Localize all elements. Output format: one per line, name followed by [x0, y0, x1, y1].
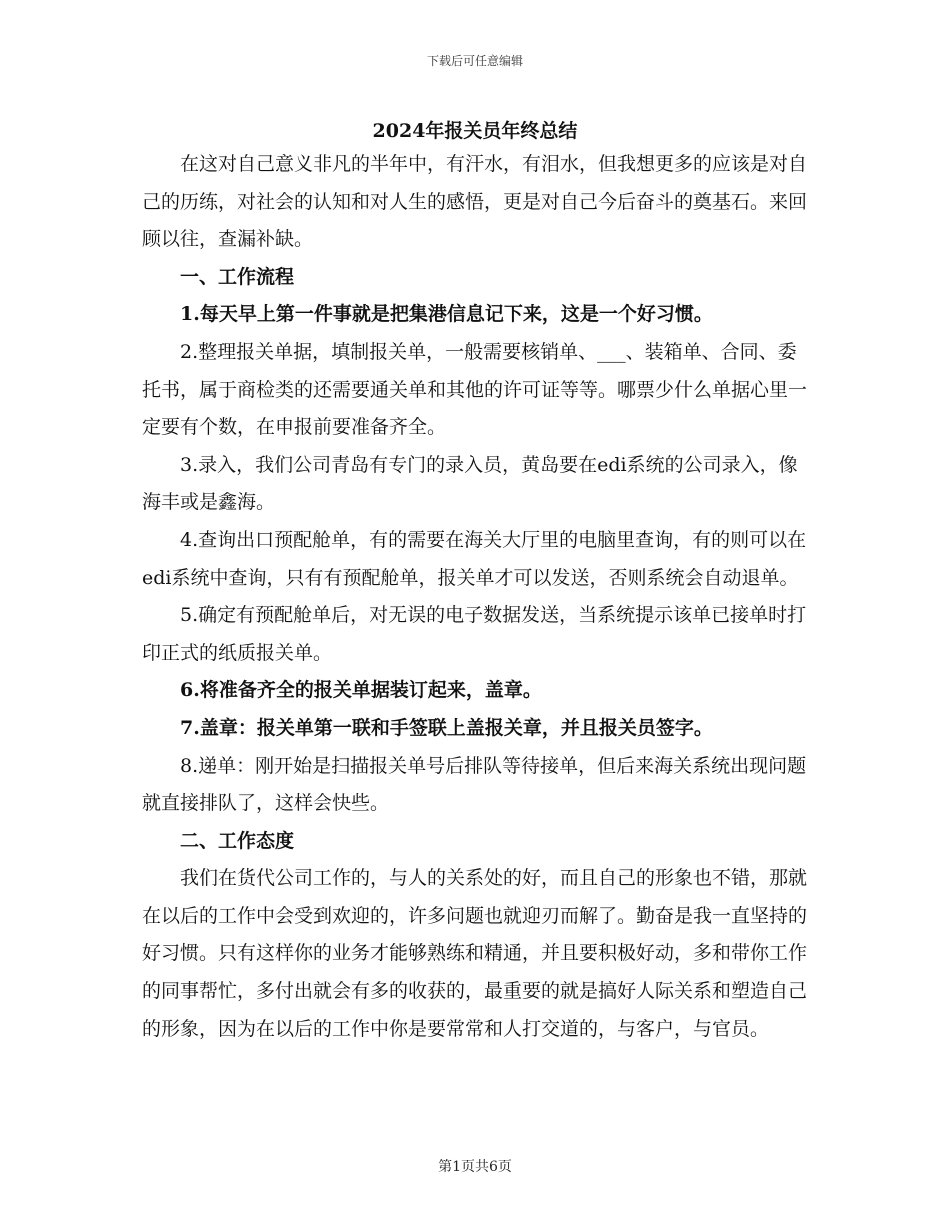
section-heading-attitude: 二、工作态度	[180, 829, 295, 852]
document-body	[142, 146, 810, 1048]
workflow-step-5: 5.确定有预配舱单后，对无误的电子数据发送，当系统提示该单已接单时打印正式的纸质报关单。	[142, 604, 807, 664]
workflow-step-3: 3.录入，我们公司青岛有专门的录入员，黄岛要在edi系统的公司录入，像海丰或是鑫海。	[142, 453, 798, 514]
workflow-step-1: 1.每天早上第一件事就是把集港信息记下来，这是一个好习惯。	[180, 303, 713, 326]
paragraph-intro: 在这对自己意义非凡的半年中，有汗水，有泪水，但我想更多的应该是对自己的历练，对社会的认知和对人生的感悟，更是对自己今后奋斗的奠基石。来回顾以往，查漏补缺。	[142, 153, 808, 251]
section-heading-workflow: 一、工作流程	[180, 265, 295, 288]
workflow-step-7: 7.盖章：报关单第一联和手签联上盖报关章，并且报关员签字。	[180, 716, 713, 739]
workflow-step-6: 6.将准备齐全的报关单据装订起来，盖章。	[180, 679, 542, 702]
workflow-step-4: 4.查询出口预配舱单，有的需要在海关大厅里的电脑里查询，有的则可以在edi系统中查询，只有有预配舱单，报关单才可以发送，否则系统会自动退单。	[142, 528, 807, 589]
page-footer: 第1页共6页	[438, 1159, 512, 1175]
workflow-step-8: 8.递单：刚开始是扫描报关单号后排队等待接单，但后来海关系统出现问题就直接排队了，这样会快些。	[142, 754, 807, 815]
document-title: 2024年报关员年终总结	[372, 120, 578, 142]
workflow-step-2: 2.整理报关单据，填制报关单，一般需要核销单、___、装箱单、合同、委托书，属于商检类的还需要通关单和其他的许可证等等。哪票少什么单据心里一定要有个数，在申报前要准备齐全。	[142, 340, 808, 439]
header-note: 下载后可任意编辑	[426, 54, 523, 68]
paragraph-attitude: 我们在货代公司工作的，与人的关系处的好，而且自己的形象也不错，那就在以后的工作中会受到欢迎的，许多问题也就迎刃而解了。勤奋是我一直坚持的好习惯。只有这样你的业务才能够熟练和精通，并且要积极好动，多和带你工作的同事帮忙，多付出就会有多的收获的，最重要的就是搞好人际关系和塑造自己的形象，因为在以后的工作中你是要常常和人打交道的，与客户，与官员。	[142, 867, 808, 1040]
